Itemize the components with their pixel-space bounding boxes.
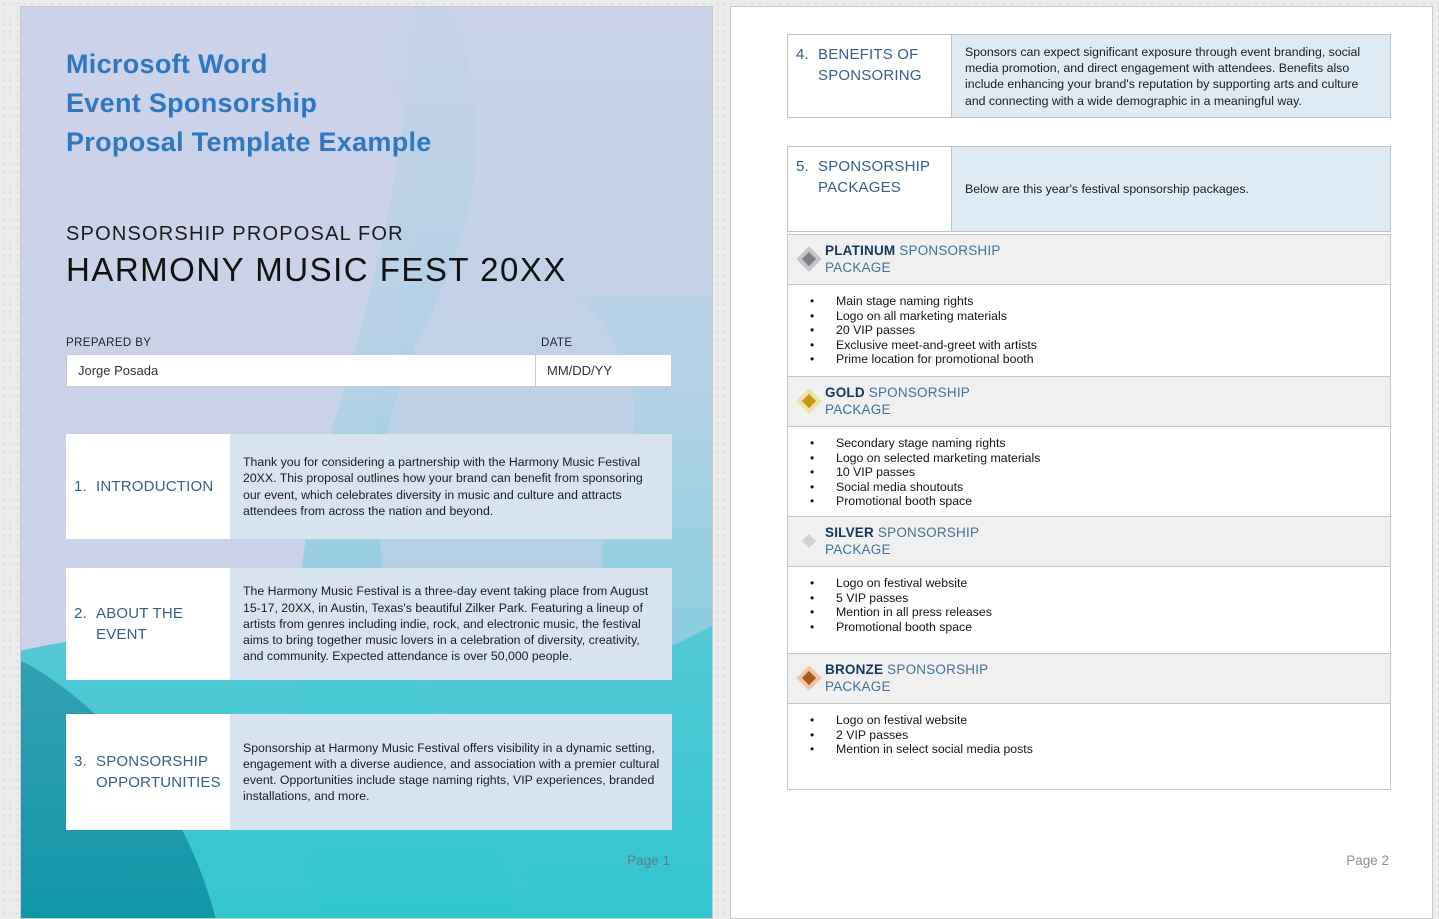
diamond-icon [798,667,820,689]
section-heading: INTRODUCTION [96,478,214,495]
diamond-icon [798,248,820,270]
section-body-cell [952,35,1390,117]
benefit-item: • 10 VIP passes [788,465,1390,480]
package-title [825,661,1025,695]
package-title [825,384,1025,418]
date-field[interactable] [535,354,672,387]
section-benefits-of-sponsoring [787,34,1391,118]
section-number: 2. [74,605,87,622]
benefit-item: • Mention in select social media posts [788,742,1390,757]
benefit-item: • Mention in all press releases [788,605,1390,620]
package-title [825,524,1025,558]
package-tier: SILVER [825,525,874,540]
section-body-text: Below are this year's festival sponsorship packages. [965,181,1249,196]
section-sponsorship-opportunities [66,714,672,830]
benefit-item: • Logo on selected marketing materials [788,451,1390,466]
section-number: 1. [74,478,87,495]
benefit-item: • Prime location for promotional booth [788,352,1390,367]
package-title-rest: SPONSORSHIP [899,243,1001,258]
prepared-by-field[interactable] [66,354,536,387]
date-label: DATE [541,337,573,349]
benefit-item: • Secondary stage naming rights [788,436,1390,451]
benefit-item: • 2 VIP passes [788,728,1390,743]
proposal-subtitle: SPONSORSHIP PROPOSAL FOR [66,223,404,245]
section-about-the-event [66,568,672,680]
section-body-text: The Harmony Music Festival is a three-day event taking place from August 15-17, 20XX, in Austin, Texas's beautiful Zilker Park. Featuring a lineup of artists from genres including indie, rock, and electronic music, the festival aims to bring together music lovers in a celebration of diversity, creativity, and community. Expected attendance is over 50,000 people. [243,584,649,664]
section-heading-cell [66,568,230,680]
bronze-package-header [788,654,1390,704]
section-heading: SPONSORSHIP OPPORTUNITIES [96,753,221,791]
package-title-line2: PACKAGE [825,260,891,275]
section-body-cell [230,568,672,680]
document-page-1 [20,6,713,919]
platinum-package-benefits [788,285,1390,377]
section-heading-cell [788,35,952,117]
prepared-by-label: PREPARED BY [66,337,152,349]
benefit-item: • Logo on festival website [788,576,1390,591]
section-body-cell [230,434,672,539]
diamond-icon [798,530,820,552]
section-heading-cell [66,434,230,539]
benefit-item: • Exclusive meet-and-greet with artists [788,338,1390,353]
template-title: Microsoft Word Event Sponsorship Proposal Template Example [66,49,432,157]
event-title: HARMONY MUSIC FEST 20XX [66,251,567,288]
form-fields-row [66,354,672,387]
section-body-text: Sponsors can expect significant exposure through event branding, social media promotion, and direct engagement with attendees. Benefits also include enhancing your brand's reputation by supporting arts and culture and connecting with a wide demographic in a meaningful way. [965,45,1361,108]
silver-package-header [788,517,1390,567]
gold-package-benefits [788,427,1390,517]
package-tier: BRONZE [825,662,884,677]
diamond-icon [798,390,820,412]
section-body-cell [230,714,672,830]
sponsorship-packages-table [787,234,1391,790]
benefit-item: • Main stage naming rights [788,294,1390,309]
section-number: 5. [796,158,809,175]
section-sponsorship-packages [787,146,1391,232]
section-body-text: Thank you for considering a partnership with the Harmony Music Festival 20XX. This proposal outlines how your brand can benefit from sponsoring our event, which celebrates diversity in music and culture and attracts attendees from across the nation and beyond. [243,455,643,518]
gold-package-header [788,377,1390,427]
package-title-rest: SPONSORSHIP [868,385,970,400]
section-introduction [66,434,672,539]
section-heading-cell [788,147,952,231]
package-title-line2: PACKAGE [825,542,891,557]
package-title-rest: SPONSORSHIP [887,662,989,677]
benefit-item: • Promotional booth space [788,620,1390,635]
package-tier: PLATINUM [825,243,896,258]
page-number: Page 2 [1346,853,1389,868]
package-title [825,242,1025,276]
package-title-line2: PACKAGE [825,402,891,417]
page-number: Page 1 [627,853,670,868]
platinum-package-header [788,235,1390,285]
silver-package-benefits [788,567,1390,654]
section-number: 4. [796,46,809,63]
section-body-text: Sponsorship at Harmony Music Festival offers visibility in a dynamic setting, engagement with a diverse audience, and association with a premier cultural event. Opportunities include stage naming rights, VIP experiences, branded installations, and more. [243,740,660,804]
benefit-item: • Logo on all marketing materials [788,309,1390,324]
section-heading: BENEFITS OF SPONSORING [818,46,922,84]
package-title-rest: SPONSORSHIP [877,525,979,540]
section-body-cell [952,147,1390,231]
benefit-item: • 5 VIP passes [788,591,1390,606]
section-heading-cell [66,714,230,830]
package-tier: GOLD [825,385,865,400]
document-page-2 [730,6,1433,919]
benefit-item: • Promotional booth space [788,494,1390,509]
bronze-package-benefits [788,704,1390,789]
benefit-item: • Social media shoutouts [788,480,1390,495]
section-heading: SPONSORSHIP PACKAGES [818,158,930,196]
section-heading: ABOUT THE EVENT [96,605,184,643]
benefit-item: • 20 VIP passes [788,323,1390,338]
section-number: 3. [74,753,87,770]
benefit-item: • Logo on festival website [788,713,1390,728]
package-title-line2: PACKAGE [825,679,891,694]
